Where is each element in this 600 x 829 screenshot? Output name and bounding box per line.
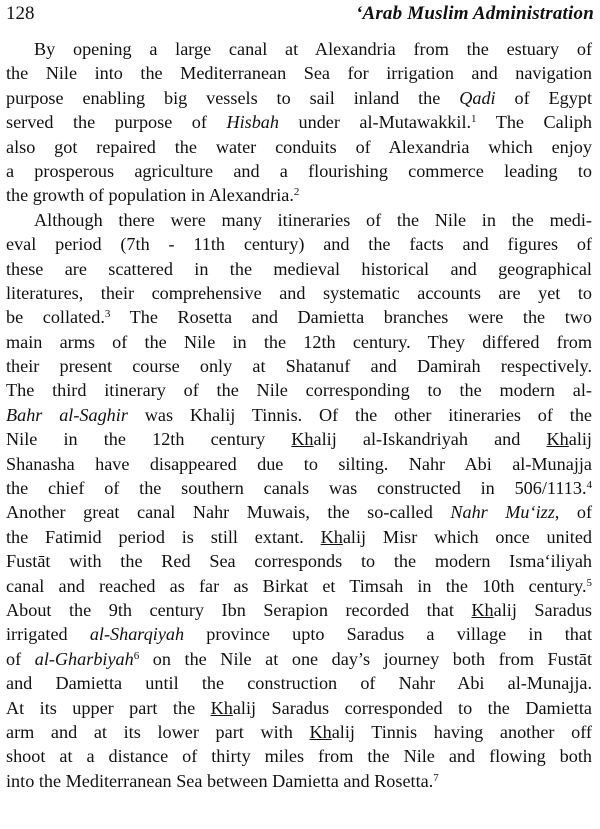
text-segment: The third itinerary of the Nile corresponding to the modern al- (6, 380, 592, 401)
text-segment: of (6, 648, 35, 669)
text-line (6, 696, 592, 720)
text-segment: alij al-Iskandriyah and (313, 429, 547, 450)
text-segment: Shanasha have disappeared due to silting. Nahr Abi al-Munajja (6, 453, 592, 474)
text-segment: alij Saradus (493, 599, 592, 620)
text-segment: The Caliph (476, 112, 593, 133)
footnote-marker: 3 (104, 308, 111, 321)
text-segment: Nahr Mu‘izz (450, 502, 555, 523)
text-segment: also got repaired the water conduits of Alexandria which enjoy (6, 136, 592, 157)
text-segment: The Rosetta and Damietta branches were the two (110, 307, 592, 328)
text-line (6, 354, 592, 378)
text-line (6, 61, 592, 85)
text-line (6, 720, 592, 744)
text-segment: their present course only at Shatanuf and Damirah respectively. (6, 356, 592, 377)
footnote-marker: 5 (586, 576, 592, 589)
text-segment: served the purpose of (6, 112, 227, 133)
text-segment: Fustāt with the Red Sea corresponds to the modern Isma‘iliyah (6, 551, 592, 572)
text-segment: province upto Saradus a village in that (184, 624, 593, 645)
footnote-marker: 2 (293, 186, 300, 199)
text-segment: of Egypt (495, 87, 592, 108)
text-segment: Qadi (459, 87, 496, 108)
text-line (6, 671, 592, 695)
text-line (6, 403, 592, 427)
text-segment: shoot at a distance of thirty miles from the Nile and flowing both (6, 746, 592, 767)
text-segment: canal and reached as far as Birkat et Timsah in the 10th century. (6, 575, 587, 596)
text-segment: the Fatimid period is still extant. (6, 526, 321, 547)
footnote-marker: 7 (433, 771, 439, 784)
text-segment: alij Tinnis having another off (331, 721, 592, 742)
text-segment: Nile in the 12th century (6, 429, 292, 450)
text-segment: alij Misr which once united (342, 526, 592, 547)
text-line (6, 744, 592, 768)
text-segment: About the 9th century Ibn Serapion recorded that (6, 599, 472, 620)
text-segment: Kh (471, 599, 494, 620)
text-line (6, 86, 592, 110)
text-segment: arm and at its lower part with (6, 721, 310, 742)
text-segment: Kh (291, 429, 314, 450)
page-number: 128 (6, 3, 35, 24)
text-segment: the chief of the southern canals was constructed in 506/1113. (6, 478, 587, 499)
footnote-marker: 1 (471, 113, 477, 126)
text-line (6, 281, 592, 305)
text-segment: Kh (309, 721, 332, 742)
text-segment: , of (554, 502, 593, 523)
text-line (6, 159, 592, 183)
text-segment: was Khalij Tinnis. Of the other itineraries of the (127, 404, 593, 425)
text-line (6, 257, 592, 281)
page-header (0, 0, 600, 28)
text-line (6, 574, 592, 598)
text-segment: eval period (7th - 11th century) and the facts and figures of (6, 234, 592, 255)
text-segment: By opening a large canal at Alexandria from the estuary of (34, 39, 592, 59)
text-line (6, 647, 592, 671)
text-segment: At its upper part the (6, 697, 211, 718)
text-segment: alij Saradus corresponded to the Damietta (232, 697, 593, 718)
text-segment: under al-Mutawakkil. (279, 112, 472, 133)
text-line (6, 330, 592, 354)
text-segment: Hisbah (226, 112, 279, 133)
text-segment: purpose enabling big vessels to sail inland the (6, 87, 460, 108)
text-line (6, 208, 592, 232)
text-segment: al-Sharqiyah (89, 624, 185, 645)
text-line (6, 135, 592, 159)
text-line (6, 476, 592, 500)
text-segment: literatures, their comprehensive and systematic accounts are yet to (6, 282, 592, 303)
text-segment: the growth of population in Alexandria. (6, 185, 294, 206)
body-text (6, 37, 592, 793)
text-segment: al-Gharbiyah (34, 648, 134, 669)
text-line (6, 452, 592, 476)
text-segment: Kh (320, 526, 343, 547)
text-segment: Kh (210, 697, 233, 718)
text-segment: and Damietta until the construction of Nahr Abi al-Munajja. (6, 673, 592, 694)
text-line (6, 525, 592, 549)
text-segment: main arms of the Nile in the 12th century. They differed from (6, 331, 592, 352)
text-line (6, 598, 592, 622)
text-segment: Bahr al-Saghir (6, 404, 128, 425)
text-line (6, 549, 592, 573)
footnote-marker: 4 (586, 479, 592, 492)
text-segment: Kh (546, 429, 569, 450)
text-line (6, 622, 592, 646)
footnote-marker: 6 (133, 649, 140, 662)
text-segment: the Nile into the Mediterranean Sea for irrigation and navigation (6, 63, 592, 84)
running-title: ‘Arab Muslim Administration (355, 3, 594, 24)
text-segment: into the Mediterranean Sea between Damietta and Rosetta. (6, 770, 434, 791)
text-line (6, 305, 592, 329)
text-line (6, 427, 592, 451)
text-line (6, 183, 592, 207)
text-segment: alij (568, 429, 592, 450)
text-line (6, 769, 592, 793)
text-segment: a prosperous agriculture and a flourishing commerce leading to (6, 160, 592, 181)
text-line (6, 232, 592, 256)
text-line (6, 110, 592, 134)
text-segment: Another great canal Nahr Muwais, the so-called (6, 502, 451, 523)
text-line (6, 37, 592, 61)
text-segment: irrigated (6, 624, 90, 645)
text-segment: be collated. (6, 307, 105, 328)
text-segment: on the Nile at one day’s journey both from Fustāt (139, 648, 592, 669)
text-line (6, 378, 592, 402)
text-segment: Although there were many itineraries of the Nile in the medi- (34, 209, 592, 230)
text-segment: these are scattered in the medieval historical and geographical (6, 258, 592, 279)
text-line (6, 500, 592, 524)
